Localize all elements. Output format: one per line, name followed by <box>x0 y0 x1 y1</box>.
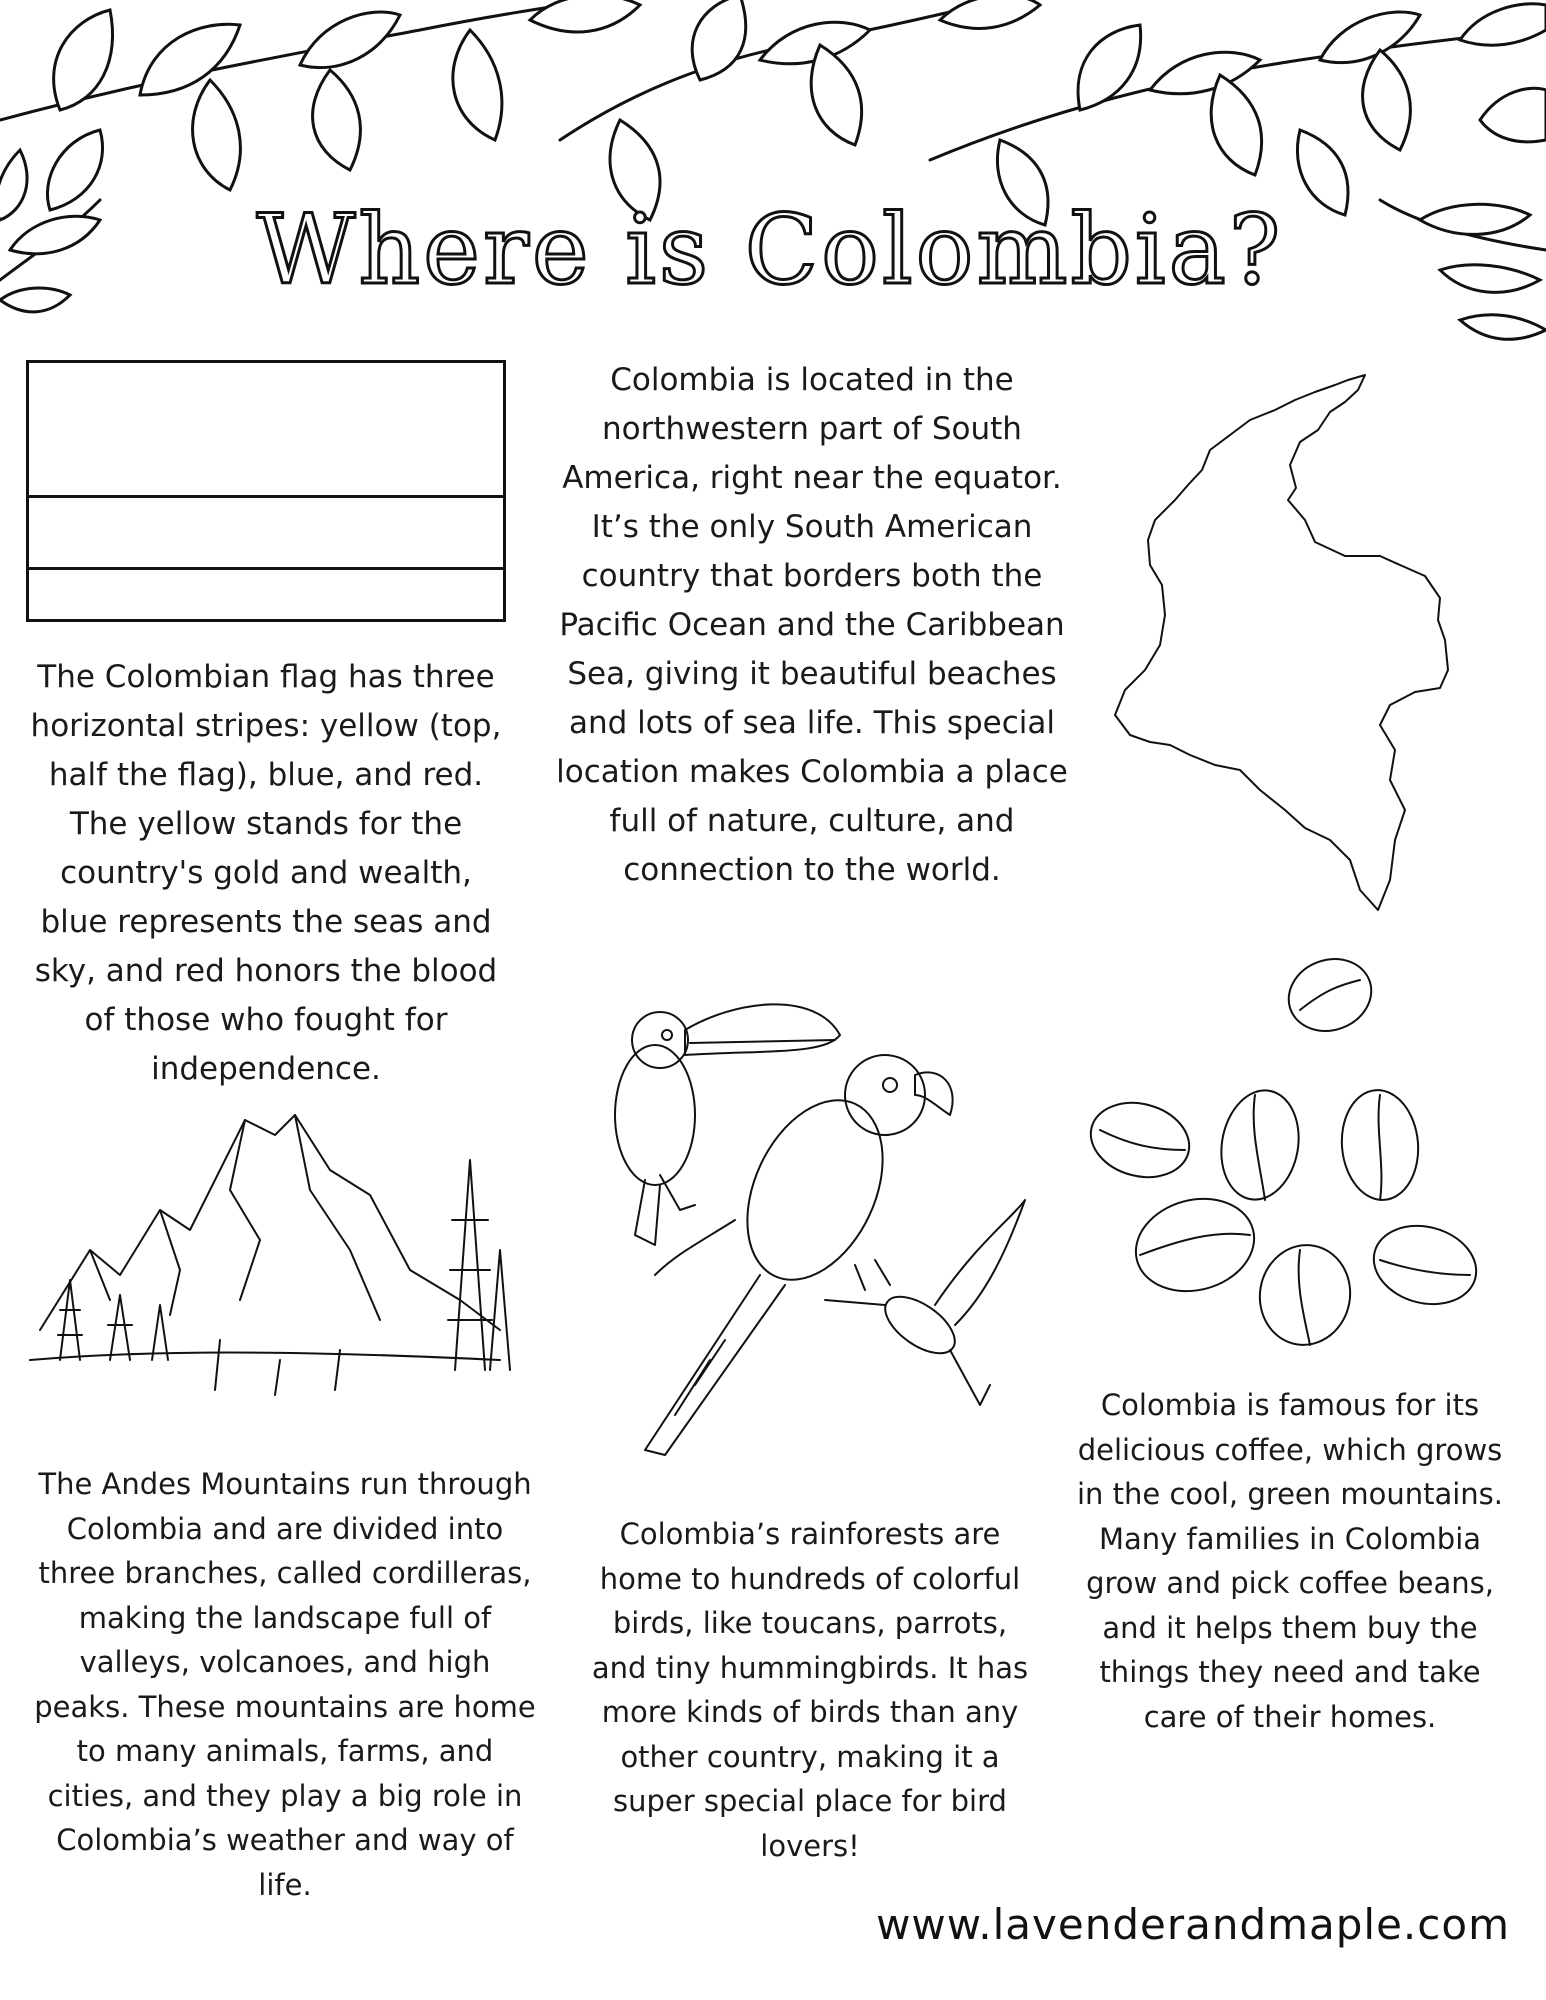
andes-paragraph: The Andes Mountains run through Colombia and are divided into three branches, called cordilleras, making the landscape full of valleys, volcanoes, and high peaks. These mountains are home to many animals, farms, and cities, and they play a big role in Colombia’s weather and way of life. <box>34 1467 536 1902</box>
location-paragraph: Colombia is located in the northwestern part of South America, right near the equator. It’s the only South American country that borders both the Pacific Ocean and the Caribbean Sea, giving it beautiful beaches and lots of sea life. This special location makes Colombia a place full of nature, culture, and connection to the world. <box>556 362 1068 888</box>
colombia-flag-outline <box>26 360 506 622</box>
coffee-beans-illustration <box>1085 955 1505 1375</box>
flag-stripe-divider-bottom <box>29 567 503 570</box>
colombia-map-outline <box>1090 370 1546 930</box>
birds-illustration <box>585 945 1045 1465</box>
page-title: Where is Colombia? <box>256 194 1284 306</box>
flag-stripe-divider-top <box>29 495 503 498</box>
flag-paragraph: The Colombian flag has three horizontal stripes: yellow (top, half the flag), blue, and red. The yellow stands for the country's gold and wealth, blue represents the seas and sky, and red honors the blood of those who fought for independence. <box>30 659 502 1087</box>
andes-mountains-illustration <box>30 1100 540 1400</box>
birds-paragraph: Colombia’s rainforests are home to hundreds of colorful birds, like toucans, parrots, and tiny hummingbirds. It has more kinds of birds than any other country, making it a super special place for bird lovers! <box>591 1517 1029 1863</box>
website-url: www.lavenderandmaple.com <box>876 1900 1510 1949</box>
coffee-paragraph: Colombia is famous for its delicious coffee, which grows in the cool, green mountains. Many families in Colombia grow and pick coffee beans, and it helps them buy the things they need and take care of their homes. <box>1076 1388 1504 1734</box>
